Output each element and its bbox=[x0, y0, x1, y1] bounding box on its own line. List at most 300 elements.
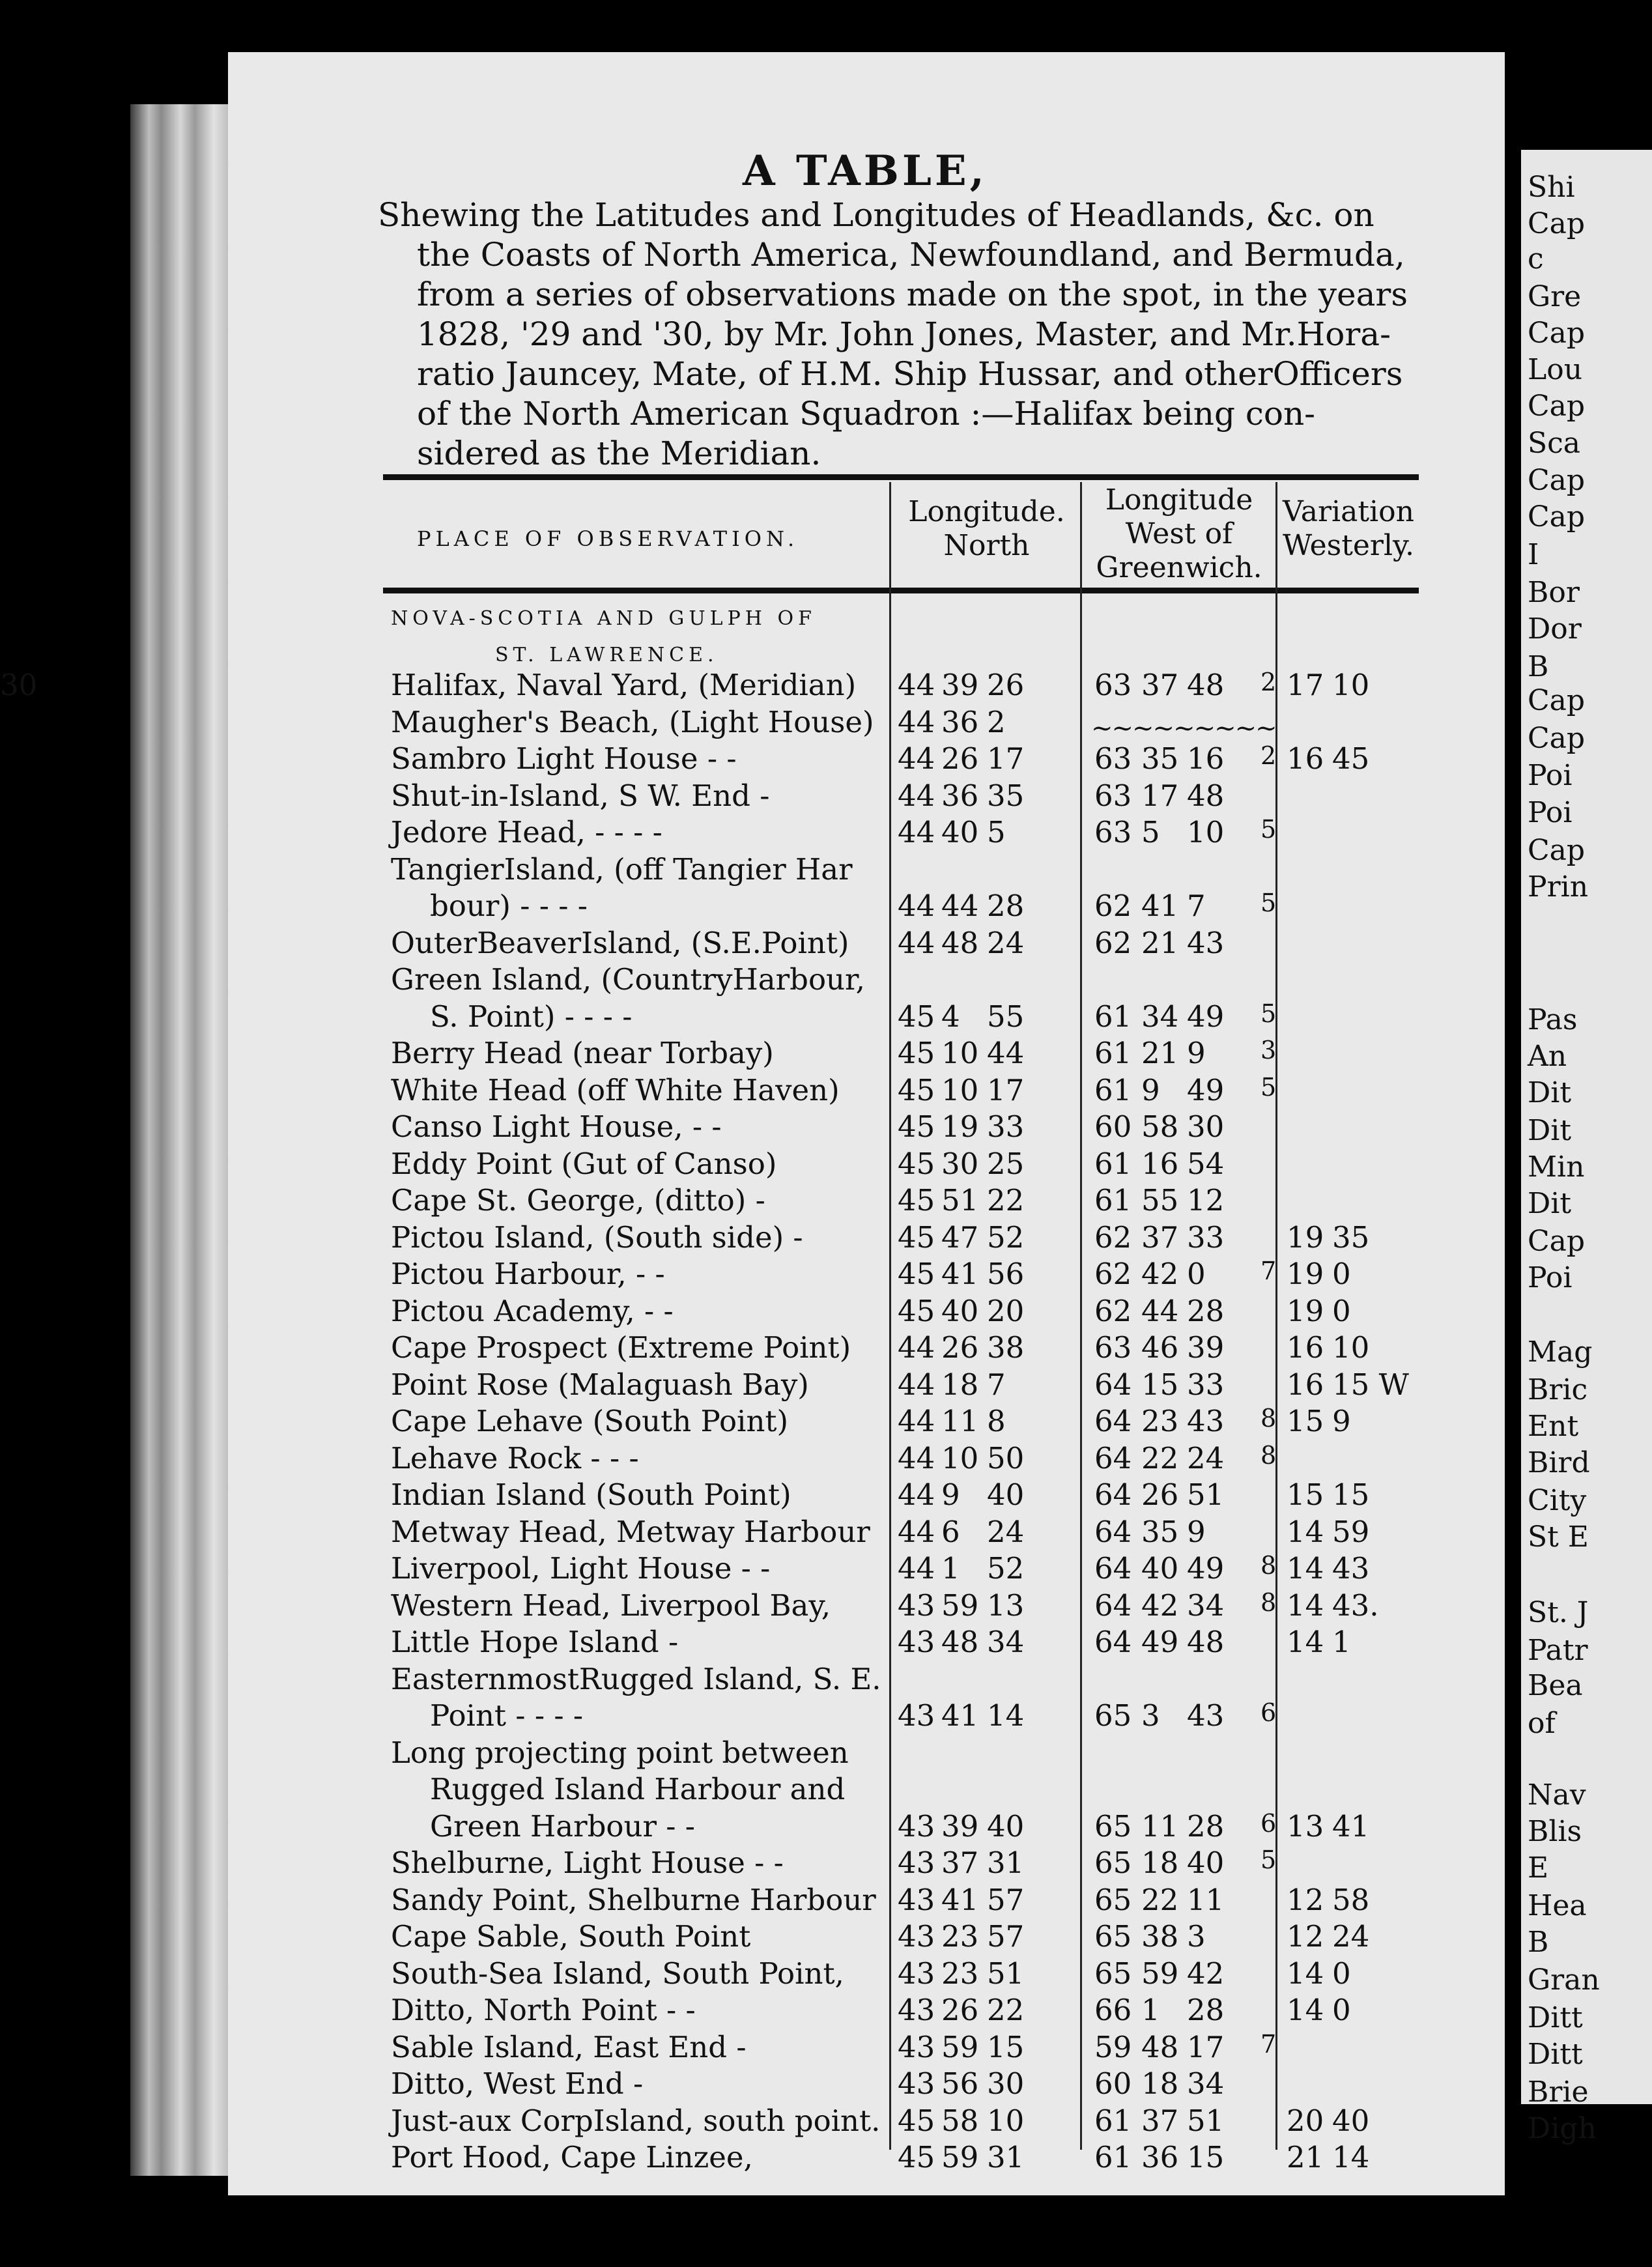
place-name: Canso Light House, - - bbox=[391, 1109, 722, 1144]
longitude-value: 33 bbox=[1187, 1220, 1225, 1255]
longitude-value: 40 bbox=[1187, 1846, 1225, 1880]
place-name: Cape St. George, (ditto) - bbox=[391, 1183, 765, 1218]
latitude-value: 43 bbox=[898, 1809, 935, 1844]
longitude-value: 64 bbox=[1094, 1588, 1132, 1623]
latitude-value: 34 bbox=[987, 1625, 1025, 1659]
longitude-value: 37 bbox=[1141, 2103, 1179, 2138]
longitude-value: 28 bbox=[1187, 1809, 1225, 1844]
intro-line: the Coasts of North America, Newfoundland, and Bermuda, bbox=[417, 236, 1405, 274]
place-name: OuterBeaverIsland, (S.E.Point) bbox=[391, 926, 849, 960]
longitude-value: 37 bbox=[1141, 668, 1179, 702]
longitude-value: 18 bbox=[1141, 1846, 1179, 1880]
latitude-value: 41 bbox=[941, 1257, 979, 1291]
latitude-value: 45 bbox=[898, 1294, 935, 1328]
place-name: Metway Head, Metway Harbour bbox=[391, 1515, 870, 1549]
facing-page-fragment: Blis bbox=[1528, 1815, 1582, 1848]
longitude-value: 64 bbox=[1094, 1477, 1132, 1512]
longitude-value: 15 bbox=[1187, 2140, 1225, 2174]
longitude-value: 48 bbox=[1187, 1625, 1225, 1659]
longitude-value: 36 bbox=[1141, 2140, 1179, 2174]
latitude-value: 40 bbox=[941, 1294, 979, 1328]
longitude-value: 64 bbox=[1094, 1551, 1132, 1586]
facing-page-fragment: of bbox=[1528, 1707, 1556, 1740]
longitude-value: 65 bbox=[1094, 1846, 1132, 1880]
longitude-value: 48 bbox=[1141, 2030, 1179, 2064]
variation-value: 14 bbox=[1287, 1588, 1324, 1623]
margin-note: 8 bbox=[1260, 1588, 1277, 1617]
variation-value: 58 bbox=[1332, 1883, 1370, 1917]
longitude-value: 63 bbox=[1094, 1330, 1132, 1365]
facing-page-fragment: Poi bbox=[1528, 759, 1573, 792]
facing-page-fragment: Ditt bbox=[1528, 2001, 1583, 2034]
latitude-value: 8 bbox=[987, 1404, 1006, 1438]
latitude-value: 59 bbox=[941, 1588, 979, 1623]
facing-page-fragment: Cap bbox=[1528, 722, 1586, 755]
longitude-value: 28 bbox=[1187, 1294, 1225, 1328]
facing-page-fragment: Cap bbox=[1528, 207, 1586, 240]
facing-page-fragment: Sca bbox=[1528, 427, 1581, 460]
longitude-value: 24 bbox=[1187, 1441, 1225, 1476]
longitude-value: 63 bbox=[1094, 741, 1132, 776]
latitude-value: 56 bbox=[987, 1257, 1025, 1291]
latitude-value: 36 bbox=[941, 705, 979, 739]
latitude-value: 56 bbox=[941, 2066, 979, 2101]
variation-value: 16 bbox=[1287, 1330, 1324, 1365]
latitude-value: 44 bbox=[898, 1551, 935, 1586]
latitude-value: 40 bbox=[941, 815, 979, 849]
place-name: South-Sea Island, South Point, bbox=[391, 1956, 844, 1991]
facing-page-fragment: Bric bbox=[1528, 1373, 1588, 1406]
intro-line: of the North American Squadron :—Halifax being con- bbox=[417, 395, 1316, 433]
place-name: Cape Sable, South Point bbox=[391, 1919, 751, 1954]
facing-page-fragment: An bbox=[1528, 1040, 1567, 1073]
margin-note: 6 bbox=[1260, 1698, 1277, 1727]
longitude-value: 17 bbox=[1141, 778, 1179, 813]
latitude-value: 4 bbox=[941, 999, 960, 1034]
column-header-latitude bbox=[894, 495, 1079, 563]
facing-page-fragment: I bbox=[1528, 538, 1539, 571]
variation-value: 21 bbox=[1287, 2140, 1324, 2174]
variation-value: 12 bbox=[1287, 1883, 1324, 1917]
facing-page-fragment: Bird bbox=[1528, 1446, 1590, 1479]
latitude-value: 43 bbox=[898, 1846, 935, 1880]
variation-value: 14 bbox=[1287, 1993, 1324, 2027]
place-name: Point Rose (Malaguash Bay) bbox=[391, 1367, 809, 1402]
facing-page-fragment: Dit bbox=[1528, 1187, 1572, 1220]
facing-page-fragment: Shi bbox=[1528, 171, 1575, 204]
latitude-value: 28 bbox=[987, 889, 1025, 923]
latitude-value: 45 bbox=[898, 1257, 935, 1291]
intro-line: from a series of observations made on the spot, in the years bbox=[417, 276, 1408, 313]
latitude-value: 39 bbox=[941, 668, 979, 702]
longitude-value: 61 bbox=[1094, 1073, 1132, 1107]
latitude-value: 44 bbox=[898, 741, 935, 776]
place-name: Just-aux CorpIsland, south point. bbox=[391, 2103, 881, 2138]
longitude-value: 62 bbox=[1094, 926, 1132, 960]
longitude-value: 26 bbox=[1141, 1477, 1179, 1512]
longitude-value: 22 bbox=[1141, 1883, 1179, 1917]
place-name: Berry Head (near Torbay) bbox=[391, 1036, 774, 1070]
facing-page-fragment: E bbox=[1528, 1851, 1549, 1885]
latitude-value: 44 bbox=[898, 1367, 935, 1402]
latitude-value: 41 bbox=[941, 1883, 979, 1917]
latitude-value: 22 bbox=[987, 1183, 1025, 1218]
variation-value: 40 bbox=[1332, 2103, 1370, 2138]
variation-value: 19 bbox=[1287, 1257, 1324, 1291]
longitude-value: 17 bbox=[1187, 2030, 1225, 2064]
latitude-value: 39 bbox=[941, 1809, 979, 1844]
latitude-value: 26 bbox=[941, 1993, 979, 2027]
longitude-value: 64 bbox=[1094, 1515, 1132, 1549]
latitude-value: 43 bbox=[898, 1698, 935, 1733]
place-name: Cape Prospect (Extreme Point) bbox=[391, 1330, 851, 1365]
margin-note: 8 bbox=[1260, 1441, 1277, 1470]
latitude-value: 20 bbox=[987, 1294, 1025, 1328]
longitude-value: 48 bbox=[1187, 668, 1225, 702]
longitude-value: 49 bbox=[1187, 999, 1225, 1034]
latitude-value: 47 bbox=[941, 1220, 979, 1255]
latitude-value: 43 bbox=[898, 1919, 935, 1954]
facing-page-fragment: B bbox=[1528, 1926, 1549, 1959]
latitude-value: 45 bbox=[898, 999, 935, 1034]
variation-value: 17 bbox=[1287, 668, 1324, 702]
column-header-place: PLACE OF OBSERVATION. bbox=[417, 526, 799, 551]
facing-page-fragment: Bor bbox=[1528, 576, 1580, 609]
latitude-value: 17 bbox=[987, 1073, 1025, 1107]
latitude-value: 43 bbox=[898, 1588, 935, 1623]
latitude-value: 57 bbox=[987, 1883, 1025, 1917]
variation-value: 14 bbox=[1287, 1515, 1324, 1549]
blank-value-mark: ~~~~~~~~~ bbox=[1091, 713, 1276, 743]
facing-page-fragment: Cap bbox=[1528, 834, 1586, 867]
longitude-value: 21 bbox=[1141, 1036, 1179, 1070]
longitude-value: 12 bbox=[1187, 1183, 1225, 1218]
latitude-value: 24 bbox=[987, 1515, 1025, 1549]
margin-note: 5 bbox=[1260, 1073, 1277, 1102]
latitude-value: 44 bbox=[898, 1404, 935, 1438]
intro-line: ratio Jauncey, Mate, of H.M. Ship Hussar, and otherOfficers bbox=[417, 355, 1403, 393]
latitude-value: 13 bbox=[987, 1588, 1025, 1623]
longitude-value: 37 bbox=[1141, 1220, 1179, 1255]
latitude-value: 17 bbox=[987, 741, 1025, 776]
longitude-value: 65 bbox=[1094, 1883, 1132, 1917]
place-name: Jedore Head, - - - - bbox=[391, 815, 662, 849]
latitude-value: 44 bbox=[898, 1477, 935, 1512]
facing-page-fragment: Patr bbox=[1528, 1634, 1588, 1667]
place-name: Pictou Island, (South side) - bbox=[391, 1220, 803, 1255]
latitude-value: 44 bbox=[898, 889, 935, 923]
place-name: Sable Island, East End - bbox=[391, 2030, 747, 2064]
facing-page-fragment: Dit bbox=[1528, 1114, 1572, 1147]
longitude-value: 10 bbox=[1187, 815, 1225, 849]
place-name: Lehave Rock - - - bbox=[391, 1441, 639, 1476]
latitude-value: 31 bbox=[987, 2140, 1025, 2174]
variation-value: 59 bbox=[1332, 1515, 1370, 1549]
longitude-value: 46 bbox=[1141, 1330, 1179, 1365]
header-text: West of bbox=[1125, 517, 1233, 550]
longitude-value: 43 bbox=[1187, 926, 1225, 960]
longitude-value: 23 bbox=[1141, 1404, 1179, 1438]
longitude-value: 22 bbox=[1141, 1441, 1179, 1476]
header-text: Longitude bbox=[1105, 483, 1253, 517]
facing-page-fragment: Prin bbox=[1528, 870, 1589, 904]
latitude-value: 22 bbox=[987, 1993, 1025, 2027]
longitude-value: 9 bbox=[1187, 1036, 1206, 1070]
longitude-value: 60 bbox=[1094, 1109, 1132, 1144]
longitude-value: 48 bbox=[1187, 778, 1225, 813]
longitude-value: 63 bbox=[1094, 778, 1132, 813]
facing-page-fragment: Cap bbox=[1528, 464, 1586, 497]
variation-value: 1 bbox=[1332, 1625, 1351, 1659]
variation-value: 43 bbox=[1332, 1551, 1370, 1586]
page-title: A TABLE, bbox=[743, 147, 988, 195]
longitude-value: 64 bbox=[1094, 1404, 1132, 1438]
longitude-value: 65 bbox=[1094, 1698, 1132, 1733]
longitude-value: 49 bbox=[1187, 1551, 1225, 1586]
longitude-value: 11 bbox=[1141, 1809, 1179, 1844]
variation-value: 14 bbox=[1287, 1551, 1324, 1586]
place-name: Shut-in-Island, S W. End - bbox=[391, 778, 770, 813]
margin-note: 2 bbox=[1260, 741, 1277, 770]
longitude-value: 62 bbox=[1094, 1220, 1132, 1255]
place-name: Halifax, Naval Yard, (Meridian) bbox=[391, 668, 857, 702]
longitude-value: 42 bbox=[1187, 1956, 1225, 1991]
latitude-value: 59 bbox=[941, 2030, 979, 2064]
latitude-value: 40 bbox=[987, 1809, 1025, 1844]
latitude-value: 1 bbox=[941, 1551, 960, 1586]
latitude-value: 19 bbox=[941, 1109, 979, 1144]
latitude-value: 44 bbox=[898, 926, 935, 960]
intro-line: 1828, '29 and '30, by Mr. John Jones, Master, and Mr.Hora- bbox=[417, 315, 1391, 353]
facing-page-fragment: Pas bbox=[1528, 1003, 1578, 1036]
place-name: Sambro Light House - - bbox=[391, 741, 737, 776]
place-name: Western Head, Liverpool Bay, bbox=[391, 1588, 831, 1623]
margin-note: 6 bbox=[1260, 1809, 1277, 1838]
facing-page-fragment: Gran bbox=[1528, 1963, 1600, 1997]
longitude-value: 0 bbox=[1187, 1257, 1206, 1291]
variation-value: 45 bbox=[1332, 741, 1370, 776]
latitude-value: 9 bbox=[941, 1477, 960, 1512]
place-name: Little Hope Island - bbox=[391, 1625, 679, 1659]
variation-value: 16 bbox=[1287, 741, 1324, 776]
facing-page-fragment: Cap bbox=[1528, 317, 1586, 350]
latitude-value: 14 bbox=[987, 1698, 1025, 1733]
longitude-value: 59 bbox=[1141, 1956, 1179, 1991]
latitude-value: 43 bbox=[898, 2066, 935, 2101]
variation-value: 19 bbox=[1287, 1220, 1324, 1255]
longitude-value: 15 bbox=[1141, 1367, 1179, 1402]
latitude-value: 58 bbox=[941, 2103, 979, 2138]
place-name: Point - - - - bbox=[430, 1698, 584, 1733]
facing-page-fragment: Dor bbox=[1528, 612, 1582, 646]
region-heading: NOVA-SCOTIA AND GULPH OF bbox=[391, 607, 816, 630]
place-name: Ditto, West End - bbox=[391, 2066, 644, 2101]
facing-page-fragment: Nav bbox=[1528, 1778, 1586, 1812]
variation-value: 10 bbox=[1332, 1330, 1370, 1365]
latitude-value: 45 bbox=[898, 2140, 935, 2174]
longitude-value: 28 bbox=[1187, 1993, 1225, 2027]
facing-page-fragment: Digh bbox=[1528, 2112, 1597, 2145]
facing-page-fragment: Gre bbox=[1528, 280, 1582, 313]
variation-value: 15 W bbox=[1332, 1367, 1409, 1402]
longitude-value: 34 bbox=[1141, 999, 1179, 1034]
longitude-value: 64 bbox=[1094, 1367, 1132, 1402]
longitude-value: 16 bbox=[1187, 741, 1225, 776]
longitude-value: 51 bbox=[1187, 2103, 1225, 2138]
longitude-value: 55 bbox=[1141, 1183, 1179, 1218]
facing-page-fragment: Ditt bbox=[1528, 2038, 1583, 2071]
place-name: Green Island, (CountryHarbour, bbox=[391, 962, 865, 997]
place-name: Eddy Point (Gut of Canso) bbox=[391, 1147, 777, 1181]
variation-value: 35 bbox=[1332, 1220, 1370, 1255]
latitude-value: 44 bbox=[941, 889, 979, 923]
facing-page-fragment: St. J bbox=[1528, 1596, 1589, 1629]
longitude-value: 39 bbox=[1187, 1330, 1225, 1365]
latitude-value: 45 bbox=[898, 1147, 935, 1181]
latitude-value: 45 bbox=[898, 1220, 935, 1255]
column-header-longitude bbox=[1084, 483, 1274, 585]
place-name: Port Hood, Cape Linzee, bbox=[391, 2140, 753, 2174]
longitude-value: 35 bbox=[1141, 741, 1179, 776]
longitude-value: 49 bbox=[1187, 1073, 1225, 1107]
place-name: EasternmostRugged Island, S. E. bbox=[391, 1662, 881, 1696]
variation-value: 10 bbox=[1332, 668, 1370, 702]
facing-page-fragment: Cap bbox=[1528, 500, 1586, 534]
longitude-value: 60 bbox=[1094, 2066, 1132, 2101]
latitude-value: 37 bbox=[941, 1846, 979, 1880]
latitude-value: 45 bbox=[898, 1036, 935, 1070]
region-heading: ST. LAWRENCE. bbox=[495, 644, 719, 666]
longitude-value: 51 bbox=[1187, 1477, 1225, 1512]
latitude-value: 10 bbox=[987, 2103, 1025, 2138]
longitude-value: 61 bbox=[1094, 2103, 1132, 2138]
column-divider bbox=[889, 482, 891, 2150]
longitude-value: 18 bbox=[1141, 2066, 1179, 2101]
place-name: bour) - - - - bbox=[430, 889, 588, 923]
latitude-value: 44 bbox=[898, 778, 935, 813]
latitude-value: 25 bbox=[987, 1147, 1025, 1181]
variation-value: 13 bbox=[1287, 1809, 1324, 1844]
latitude-value: 38 bbox=[987, 1330, 1025, 1365]
header-text: Longitude. bbox=[908, 495, 1065, 528]
facing-page-fragment: B bbox=[1528, 650, 1549, 683]
variation-value: 0 bbox=[1332, 1294, 1351, 1328]
variation-value: 24 bbox=[1332, 1919, 1370, 1954]
header-text: North bbox=[943, 529, 1030, 562]
longitude-value: 49 bbox=[1141, 1625, 1179, 1659]
variation-value: 43. bbox=[1332, 1588, 1379, 1623]
place-name: White Head (off White Haven) bbox=[391, 1073, 840, 1107]
longitude-value: 61 bbox=[1094, 1147, 1132, 1181]
place-name: Maugher's Beach, (Light House) bbox=[391, 705, 874, 739]
longitude-value: 11 bbox=[1187, 1883, 1225, 1917]
place-name: Indian Island (South Point) bbox=[391, 1477, 791, 1512]
header-text: Variation bbox=[1283, 495, 1414, 528]
latitude-value: 26 bbox=[941, 741, 979, 776]
longitude-value: 63 bbox=[1094, 668, 1132, 702]
variation-value: 15 bbox=[1332, 1477, 1370, 1512]
place-name: Rugged Island Harbour and bbox=[430, 1772, 846, 1806]
facing-page-fragment: c bbox=[1528, 242, 1544, 276]
latitude-value: 45 bbox=[898, 1073, 935, 1107]
facing-page-fragment: Min bbox=[1528, 1150, 1585, 1184]
latitude-value: 23 bbox=[941, 1919, 979, 1954]
header-text: Westerly. bbox=[1282, 529, 1415, 562]
latitude-value: 30 bbox=[941, 1147, 979, 1181]
latitude-value: 5 bbox=[987, 815, 1006, 849]
header-bottom-rule bbox=[383, 588, 1419, 593]
latitude-value: 57 bbox=[987, 1919, 1025, 1954]
variation-value: 15 bbox=[1287, 1404, 1324, 1438]
place-name: Green Harbour - - bbox=[430, 1809, 695, 1844]
margin-note: 8 bbox=[1260, 1404, 1277, 1433]
longitude-value: 63 bbox=[1094, 815, 1132, 849]
longitude-value: 65 bbox=[1094, 1956, 1132, 1991]
latitude-value: 52 bbox=[987, 1551, 1025, 1586]
latitude-value: 30 bbox=[987, 2066, 1025, 2101]
variation-value: 14 bbox=[1287, 1956, 1324, 1991]
latitude-value: 11 bbox=[941, 1404, 979, 1438]
longitude-value: 42 bbox=[1141, 1257, 1179, 1291]
longitude-value: 33 bbox=[1187, 1367, 1225, 1402]
place-name: Pictou Academy, - - bbox=[391, 1294, 674, 1328]
longitude-value: 61 bbox=[1094, 999, 1132, 1034]
latitude-value: 33 bbox=[987, 1109, 1025, 1144]
variation-value: 14 bbox=[1332, 2140, 1370, 2174]
variation-value: 19 bbox=[1287, 1294, 1324, 1328]
variation-value: 9 bbox=[1332, 1404, 1351, 1438]
latitude-value: 44 bbox=[898, 668, 935, 702]
longitude-value: 64 bbox=[1094, 1441, 1132, 1476]
place-name: Ditto, North Point - - bbox=[391, 1993, 696, 2027]
longitude-value: 61 bbox=[1094, 1183, 1132, 1218]
longitude-value: 34 bbox=[1187, 1588, 1225, 1623]
facing-page-fragment: Cap bbox=[1528, 390, 1586, 423]
facing-page-fragment: Brie bbox=[1528, 2075, 1589, 2109]
facing-page-fragment: Lou bbox=[1528, 353, 1583, 386]
longitude-value: 44 bbox=[1141, 1294, 1179, 1328]
latitude-value: 51 bbox=[987, 1956, 1025, 1991]
margin-note: 3 bbox=[1260, 1036, 1277, 1064]
longitude-value: 43 bbox=[1187, 1404, 1225, 1438]
latitude-value: 43 bbox=[898, 1883, 935, 1917]
variation-value: 41 bbox=[1332, 1809, 1370, 1844]
latitude-value: 43 bbox=[898, 2030, 935, 2064]
latitude-value: 44 bbox=[898, 1515, 935, 1549]
variation-value: 0 bbox=[1332, 1993, 1351, 2027]
latitude-value: 40 bbox=[987, 1477, 1025, 1512]
latitude-value: 36 bbox=[941, 778, 979, 813]
longitude-value: 3 bbox=[1141, 1698, 1160, 1733]
latitude-value: 55 bbox=[987, 999, 1025, 1034]
latitude-value: 44 bbox=[898, 1441, 935, 1476]
longitude-value: 62 bbox=[1094, 1257, 1132, 1291]
facing-page-fragment: Cap bbox=[1528, 1225, 1586, 1258]
intro-paragraph bbox=[378, 195, 1433, 474]
longitude-value: 58 bbox=[1141, 1109, 1179, 1144]
latitude-value: 6 bbox=[941, 1515, 960, 1549]
longitude-value: 21 bbox=[1141, 926, 1179, 960]
longitude-value: 65 bbox=[1094, 1809, 1132, 1844]
facing-page-fragment: St E bbox=[1528, 1520, 1589, 1554]
latitude-value: 51 bbox=[941, 1183, 979, 1218]
latitude-value: 48 bbox=[941, 926, 979, 960]
margin-note: 5 bbox=[1260, 889, 1277, 917]
latitude-value: 26 bbox=[941, 1330, 979, 1365]
longitude-value: 38 bbox=[1141, 1919, 1179, 1954]
longitude-value: 7 bbox=[1187, 889, 1206, 923]
latitude-value: 48 bbox=[941, 1625, 979, 1659]
